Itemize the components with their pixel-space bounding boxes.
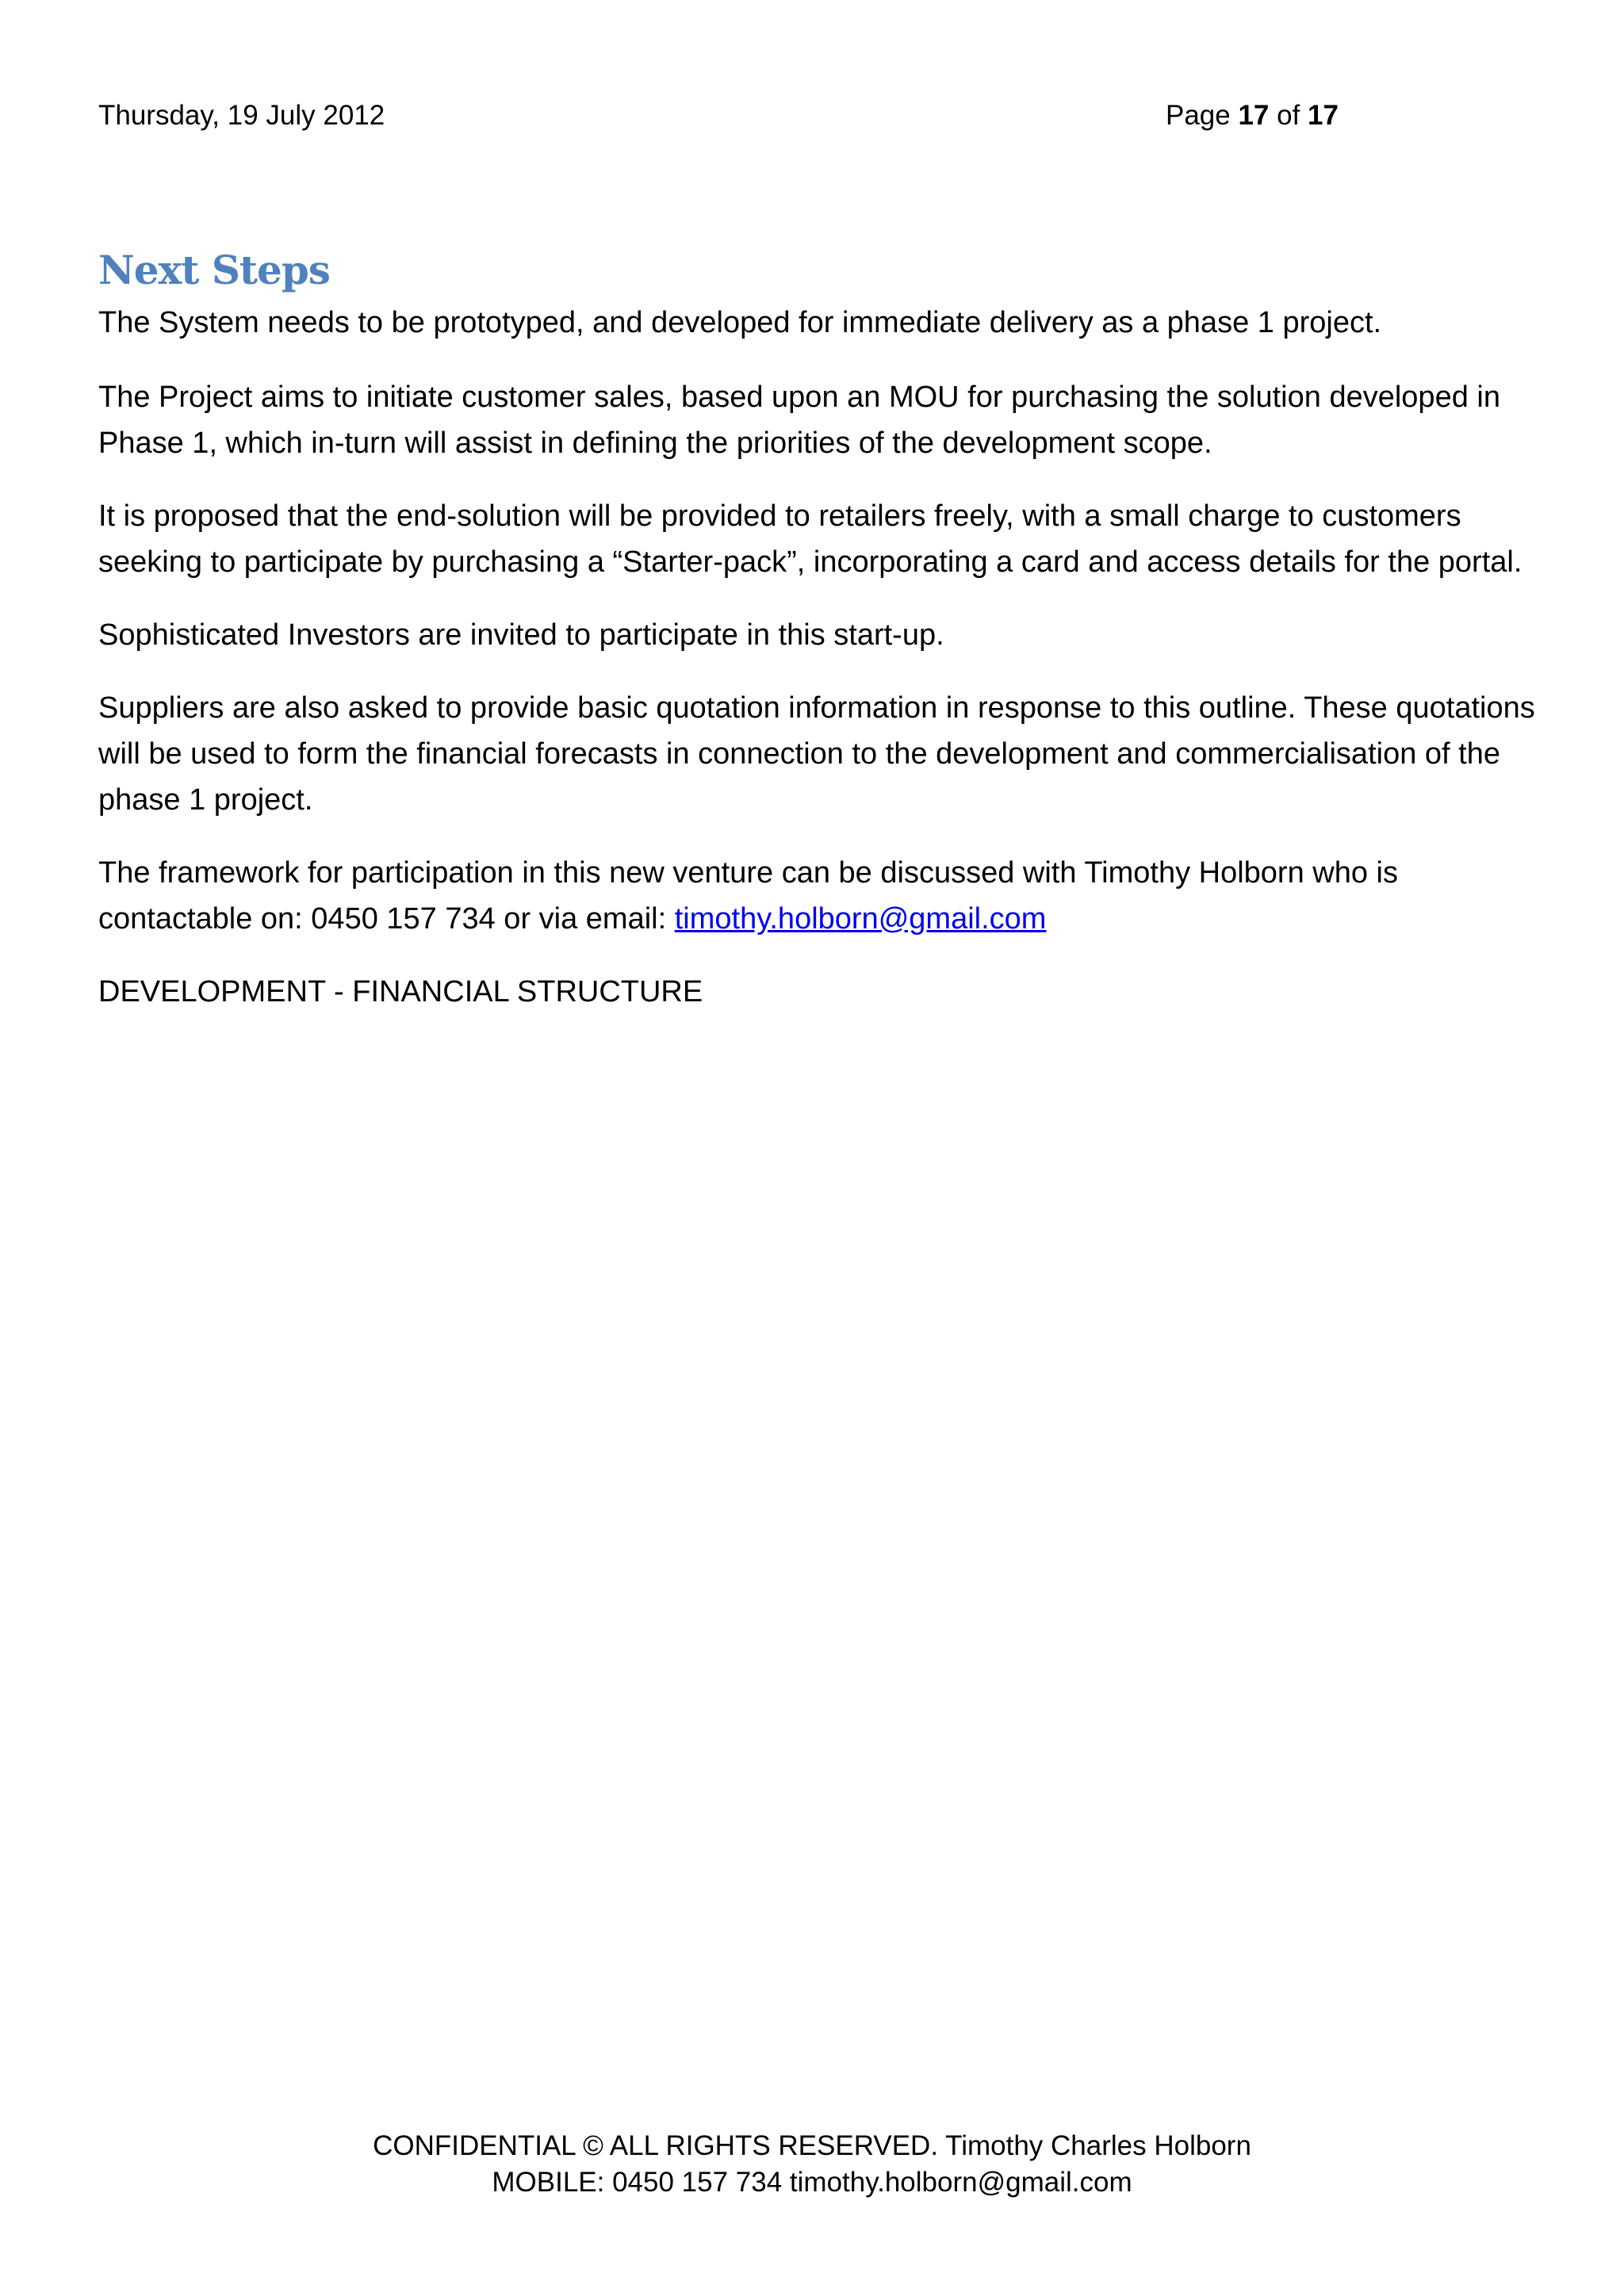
page-prefix: Page [1166, 100, 1239, 131]
footer-contact: MOBILE: 0450 157 734 timothy.holborn@gmail.com [492, 2167, 1132, 2198]
paragraph-contact [98, 850, 1557, 942]
page-total: 17 [1308, 100, 1339, 131]
paragraph-project-aims: The Project aims to initiate customer sales, based upon an MOU for purchasing the solution developed in Phase 1, which in-turn will assist in defining the priorities of the development scope. [98, 381, 1500, 460]
email-link[interactable]: timothy.holborn@gmail.com [674, 902, 1047, 936]
paragraph-suppliers: Suppliers are also asked to provide basic quotation information in response to this outline. These quotations will be used to form the financial forecasts in connection to the development and commercialisation of the phase 1 project. [98, 691, 1535, 817]
page-number [1166, 98, 1339, 133]
header-date: Thursday, 19 July 2012 [98, 100, 385, 131]
page-of: of [1269, 100, 1308, 131]
footer-copyright: CONFIDENTIAL © ALL RIGHTS RESERVED. Timothy Charles Holborn [373, 2130, 1251, 2161]
paragraph-prototype: The System needs to be prototyped, and developed for immediate delivery as a phase 1 project. [98, 306, 1382, 339]
closing-line: DEVELOPMENT - FINANCIAL STRUCTURE [98, 975, 703, 1008]
section-heading: Next Steps [98, 247, 330, 293]
paragraph-investors: Sophisticated Investors are invited to participate in this start-up. [98, 618, 944, 652]
page-current: 17 [1238, 100, 1270, 131]
contact-text: The framework for participation in this new venture can be discussed with Timothy Holborn who is contactable on: 0450 157 734 or via email: [98, 856, 1398, 936]
paragraph-end-solution: It is proposed that the end-solution will be provided to retailers freely, with a small charge to customers seeking to participate by purchasing a “Starter-pack”, incorporating a card and access details for the portal. [98, 499, 1522, 579]
